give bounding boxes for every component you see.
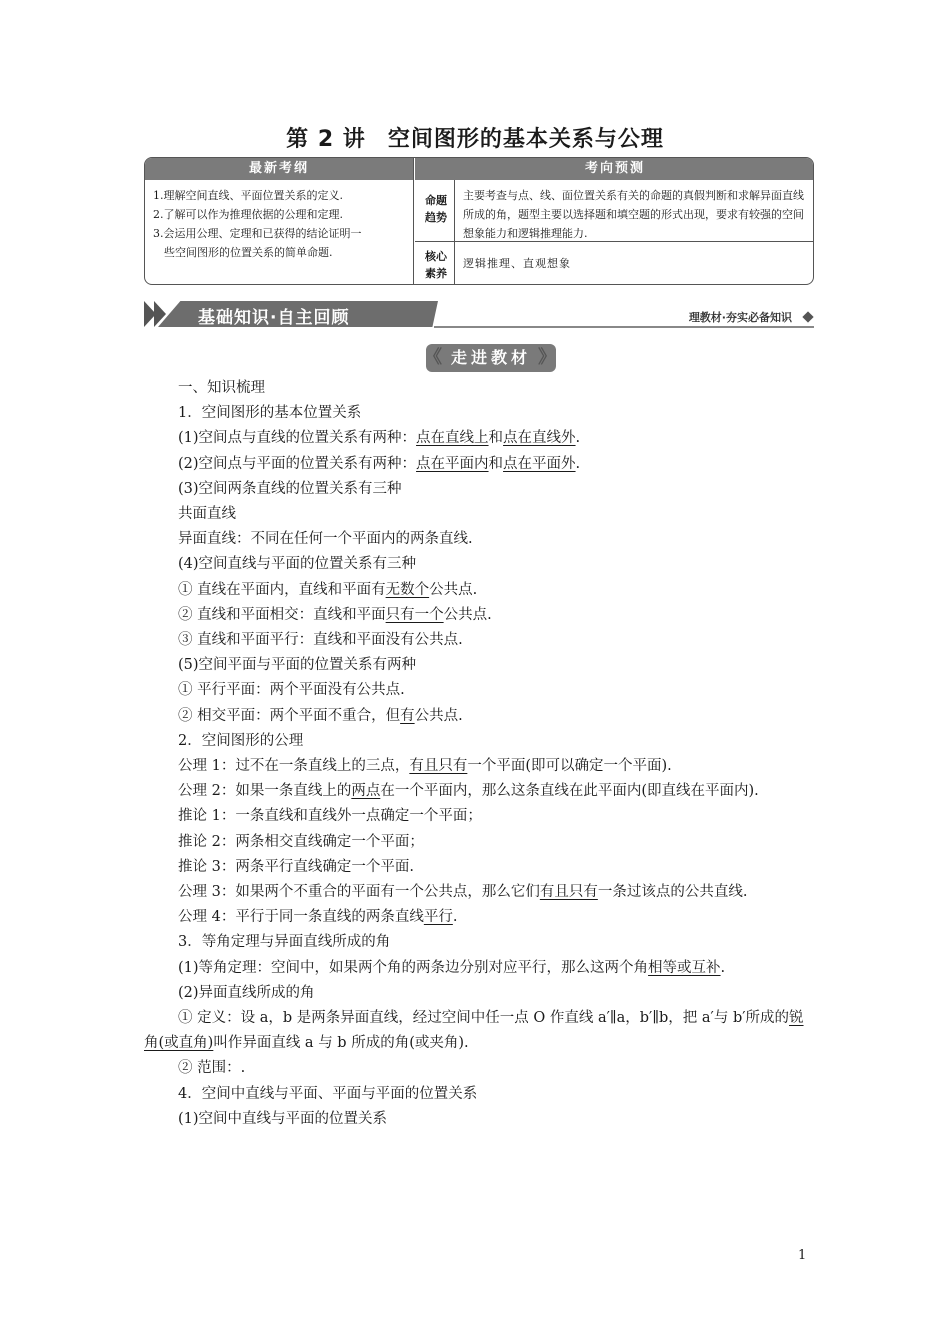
text-segment: (1)空间点与直线的位置关系有两种：	[178, 430, 417, 447]
content-body	[144, 376, 814, 1132]
text-line	[144, 1082, 814, 1107]
outline-list	[153, 186, 409, 262]
text-line	[144, 376, 814, 401]
text-segment: 公理 2：如果一条直线上的	[178, 783, 352, 800]
text-segment: 和	[488, 430, 504, 447]
column-divider	[413, 158, 414, 284]
text-line	[144, 426, 814, 451]
lecture-topic: 空间图形的基本关系与公理	[387, 127, 664, 152]
text-segment: 叫作异面直线 a 与 b 所成的角(或夹角).	[213, 1035, 469, 1052]
text-segment: .	[575, 455, 581, 472]
text-segment: 一个平面(即可以确定一个平面).	[467, 758, 672, 775]
trend-text: 主要考查与点、线、面位置关系有关的命题的真假判断和求解异面直线所成的角，题型主要以选择题和填空题的形式出现，要求有较强的空间想象能力和逻辑推理能力.	[463, 189, 804, 240]
lecture-number: 第 2 讲	[286, 127, 366, 152]
forecast-header: 考向预测	[415, 158, 814, 180]
text-line	[144, 552, 814, 577]
text-segment: ① 直线在平面内，直线和平面有	[178, 581, 386, 598]
answer-blank: 点在直线上	[416, 430, 489, 447]
text-segment: 3．等角定理与异面直线所成的角	[178, 934, 391, 951]
text-segment: (1)等角定理：空间中，如果两个角的两条边分别对应平行，那么这两个角	[178, 959, 649, 976]
text-segment: ③ 直线和平面平行：直线和平面没有公共点.	[178, 632, 463, 649]
answer-blank: 无数个	[385, 581, 430, 598]
text-line	[144, 578, 814, 603]
outline-item: 1.理解空间直线、平面位置关系的定义.	[153, 189, 343, 202]
text-line	[144, 905, 814, 930]
text-segment: ② 范围：.	[178, 1060, 246, 1077]
text-line	[144, 401, 814, 426]
page-number: 1	[798, 1248, 807, 1263]
text-segment: ② 相交平面：两个平面不重合，但	[178, 707, 401, 724]
text-segment: ① 定义：设 a，b 是两条异面直线，经过空间中任一点 O 作直线 a′∥a，b′∥b，把 a′与 b′所成的	[178, 1010, 790, 1027]
answer-blank: 有	[400, 707, 415, 724]
diamond-icon	[802, 311, 813, 322]
text-segment: (1)空间中直线与平面的位置关系	[178, 1110, 388, 1127]
trend-label: 命题 趋势	[425, 194, 447, 224]
text-segment: (2)异面直线所成的角	[178, 984, 315, 1001]
text-segment: 异面直线：不同在任何一个平面内的两条直线.	[178, 531, 473, 548]
text-segment: 公共点.	[429, 581, 478, 598]
text-segment: ① 平行平面：两个平面没有公共点.	[178, 682, 405, 699]
outline-item: 2.了解可以作为推理依据的公理和定理.	[153, 208, 343, 221]
answer-blank: 有且只有	[409, 758, 468, 775]
text-segment: 在一个平面内，那么这条直线在此平面内(即直线在平面内).	[380, 783, 759, 800]
text-line	[144, 930, 814, 955]
text-segment: (3)空间两条直线的位置关系有三种	[178, 480, 402, 497]
text-segment: 公共点.	[414, 707, 463, 724]
core-text: 逻辑推理、直观想象	[463, 257, 571, 270]
text-line	[144, 1056, 814, 1081]
exam-outline-table	[144, 157, 814, 285]
answer-blank: 点在平面内	[416, 455, 489, 472]
text-segment: 公理 4：平行于同一条直线的两条直线	[178, 909, 424, 926]
text-line	[144, 804, 814, 829]
text-line	[144, 678, 814, 703]
answer-blank: 有且只有	[539, 884, 598, 901]
answer-blank: 点在直线外	[503, 430, 576, 447]
text-line	[144, 628, 814, 653]
text-line	[144, 956, 814, 981]
text-line	[144, 1107, 814, 1132]
text-segment: 共面直线	[178, 506, 236, 523]
text-segment: 公理 3：如果两个不重合的平面有一个公共点，那么它们	[178, 884, 540, 901]
text-segment: 推论 1：一条直线和直线外一点确定一个平面；	[178, 808, 482, 825]
text-segment: .	[720, 959, 726, 976]
text-segment: ② 直线和平面相交：直线和平面	[178, 606, 386, 623]
text-segment: 4．空间中直线与平面、平面与平面的位置关系	[178, 1085, 478, 1102]
banner-subtitle: 理教材·夯实必备知识	[688, 311, 792, 324]
text-line	[144, 855, 814, 880]
banner-title: 基础知识·自主回顾	[198, 308, 350, 328]
text-segment: 推论 3：两条平行直线确定一个平面.	[178, 858, 414, 875]
text-line	[144, 880, 814, 905]
text-segment: .	[575, 430, 581, 447]
text-line	[144, 1006, 814, 1056]
text-segment: 公共点.	[443, 606, 492, 623]
answer-blank: 相等或互补	[648, 959, 721, 976]
text-segment: 一条过该点的公共直线.	[597, 884, 748, 901]
text-line	[144, 653, 814, 678]
text-line	[144, 779, 814, 804]
text-line	[144, 527, 814, 552]
banner-rule	[434, 326, 814, 328]
text-line	[144, 754, 814, 779]
text-segment: 公理 1：过不在一条直线上的三点，	[178, 758, 410, 775]
outline-item: 些空间图形的位置关系的简单命题.	[153, 246, 333, 259]
sub-banner: 《 走进教材 》	[426, 344, 556, 372]
answer-blank: 只有一个	[385, 606, 444, 623]
core-label: 核心 素养	[425, 250, 447, 280]
text-line	[144, 603, 814, 628]
text-segment: 一、知识梳理	[178, 380, 265, 396]
answer-blank: 平行	[423, 909, 453, 926]
text-segment: 推论 2：两条相交直线确定一个平面；	[178, 833, 424, 850]
text-segment: 1．空间图形的基本位置关系	[178, 405, 362, 422]
answer-blank: 两点	[351, 783, 381, 800]
text-segment: .	[452, 909, 458, 926]
text-segment: 2．空间图形的公理	[178, 732, 304, 749]
text-segment: 和	[488, 455, 504, 472]
text-line	[144, 477, 814, 502]
outline-header: 最新考纲	[145, 158, 413, 180]
text-segment: (2)空间点与平面的位置关系有两种：	[178, 455, 417, 472]
answer-blank: 点在平面外	[503, 455, 576, 472]
text-line	[144, 452, 814, 477]
text-line	[144, 981, 814, 1006]
section-banner	[144, 297, 814, 331]
outline-item: 3.会运用公理、定理和已获得的结论证明一	[153, 227, 362, 240]
text-segment: (4)空间直线与平面的位置关系有三种	[178, 556, 417, 573]
page-title	[0, 122, 950, 153]
text-line	[144, 704, 814, 729]
text-line	[144, 830, 814, 855]
text-segment: (5)空间平面与平面的位置关系有两种	[178, 657, 417, 674]
answer-blank: 锐角(或直角)	[144, 1010, 804, 1052]
text-line	[144, 729, 814, 754]
text-line	[144, 502, 814, 527]
